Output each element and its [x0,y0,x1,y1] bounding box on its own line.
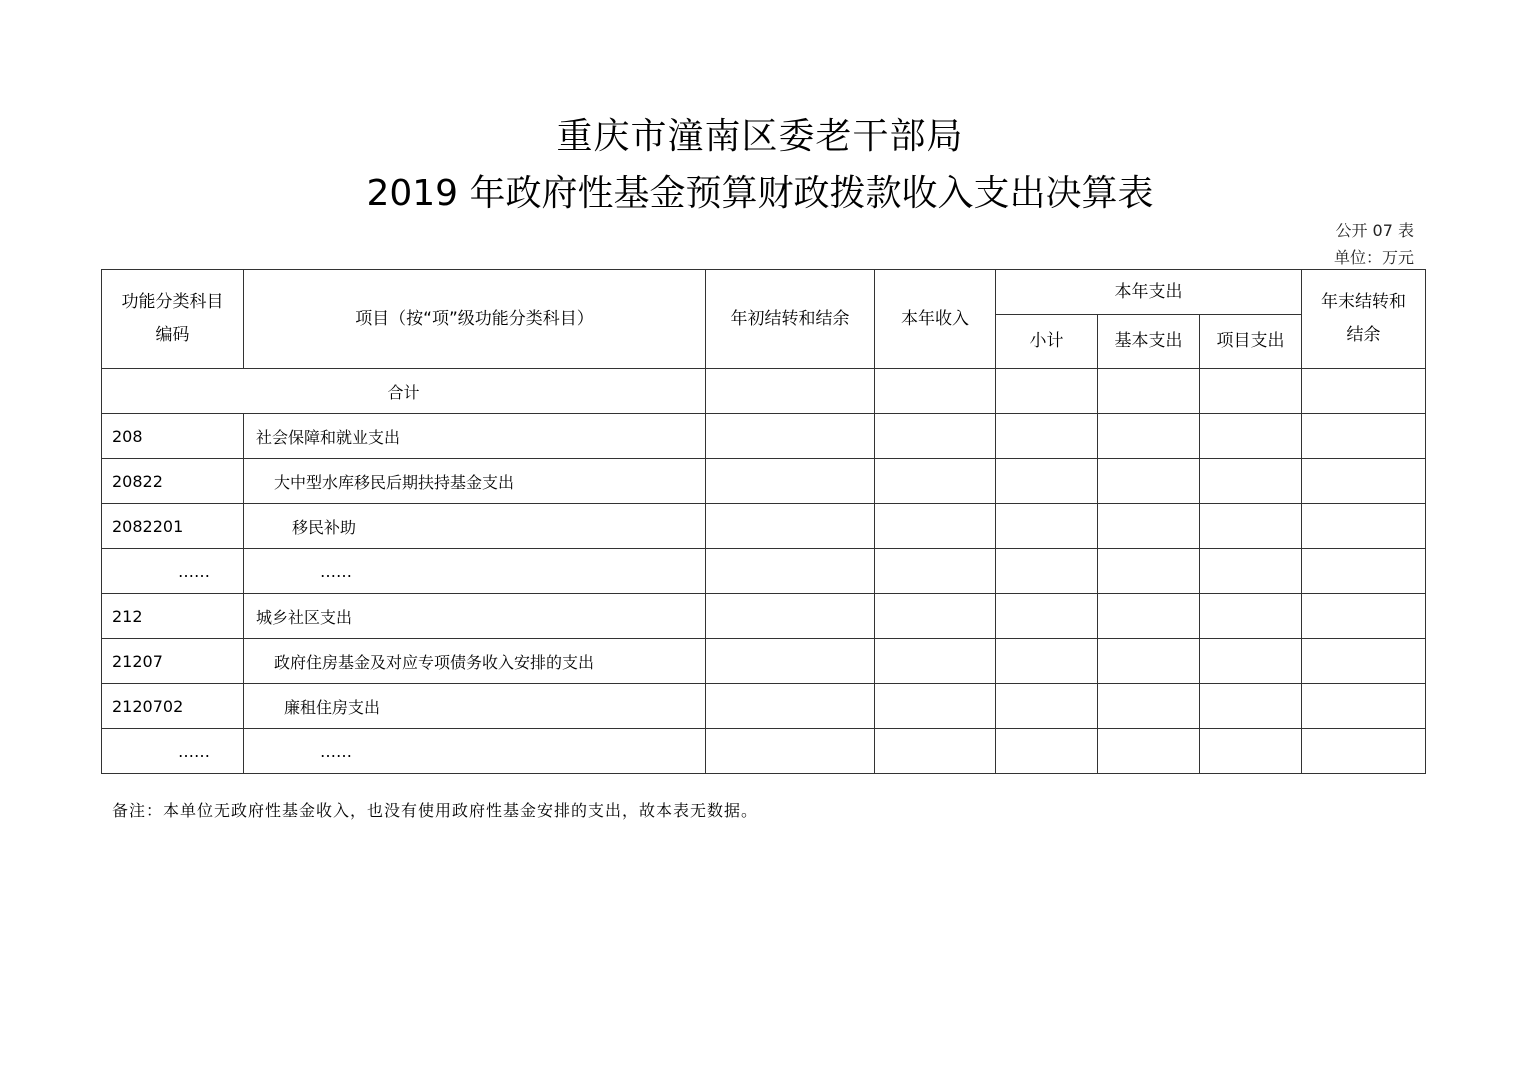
header-row [102,270,1426,315]
header-subtotal: 小计 [996,315,1098,369]
row-code: 20822 [102,459,244,504]
table-row [102,729,1426,774]
row-code: 2082201 [102,504,244,549]
header-begin-balance: 年初结转和结余 [706,270,875,369]
header-income: 本年收入 [875,270,996,369]
table-row [102,504,1426,549]
row-code: 21207 [102,639,244,684]
footnote: 备注：本单位无政府性基金收入，也没有使用政府性基金安排的支出，故本表无数据。 [112,801,759,820]
cell [1302,369,1426,414]
row-name: 社会保障和就业支出 [244,414,706,459]
unit-label: 单位：万元 [1333,248,1414,267]
row-code: 212 [102,594,244,639]
cell [996,369,1098,414]
page-title: 重庆市潼南区委老干部局 [556,116,964,157]
page-subtitle: 2019 年政府性基金预算财政拨款收入支出决算表 [366,173,1154,214]
row-name: …… [244,729,706,774]
row-name: …… [244,549,706,594]
header-end-balance: 年末结转和 结余 [1302,270,1426,369]
row-name: 廉租住房支出 [244,684,706,729]
header-basic: 基本支出 [1098,315,1200,369]
table-row [102,549,1426,594]
header-project: 项目支出 [1200,315,1302,369]
row-code: …… [102,729,244,774]
cell [706,369,875,414]
header-code: 功能分类科目 编码 [102,270,244,369]
table-row [102,459,1426,504]
cell [1200,369,1302,414]
row-code: 208 [102,414,244,459]
total-row [102,369,1426,414]
row-code: …… [102,549,244,594]
table-row [102,594,1426,639]
header-expense: 本年支出 [996,270,1302,315]
table-row [102,639,1426,684]
row-name: 大中型水库移民后期扶持基金支出 [244,459,706,504]
budget-table [101,269,1426,774]
form-number: 公开 07 表 [1335,221,1414,240]
cell [875,369,996,414]
header-item: 项目（按“项”级功能分类科目） [244,270,706,369]
row-name: 政府住房基金及对应专项债务收入安排的支出 [244,639,706,684]
row-name: 移民补助 [244,504,706,549]
row-name: 城乡社区支出 [244,594,706,639]
row-code: 2120702 [102,684,244,729]
table-row [102,684,1426,729]
table-row [102,414,1426,459]
cell [1098,369,1200,414]
total-label: 合计 [102,369,706,414]
